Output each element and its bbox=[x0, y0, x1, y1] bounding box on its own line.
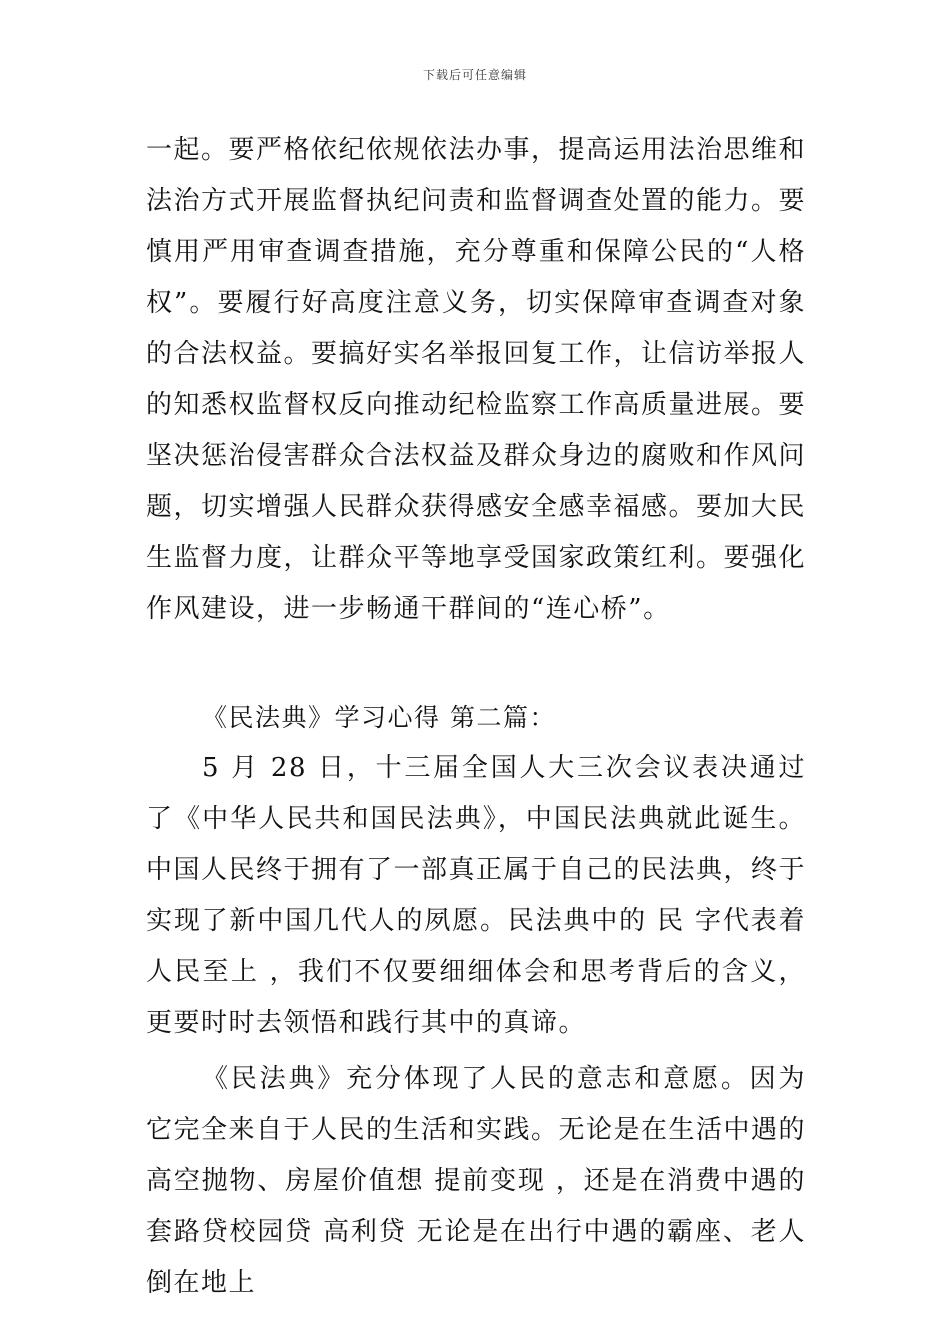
paragraph-continuation: 一起。要严格依纪依规依法办事，提高运用法治思维和法治方式开展监督执纪问责和监督调查处置的能力。要慎用严用审查调查措施，充分尊重和保障公民的“人格权”。要履行好高度注意义务，切实保障审查调查对象的合法权益。要搞好实名举报回复工作，让信访举报人的知悉权监督权反向推动纪检监察工作高质量进展。要坚决惩治侵害群众合法权益及群众身边的腐败和作风问题，切实增强人民群众获得感安全感幸福感。要加大民生监督力度，让群众平等地享受国家政策红利。要强化作风建设，进一步畅通干群间的“连心桥”。 bbox=[146, 135, 807, 624]
paragraph-body: 《民法典》充分体现了人民的意志和意愿。因为它完全来自于人民的生活和实践。无论是在生活中遇的高空抛物、房屋价值想 提前变现 ，还是在消费中遇的 套路贷校园贷 高利贷 无论是在出行中遇的霸座、老人倒在地上 bbox=[146, 1064, 807, 1298]
paragraph-intro: 5 月 28 日，十三届全国人大三次会议表决通过了《中华人民共和国民法典》，中国民法典就此诞生。中国人民终于拥有了一部真正属于自己的民法典，终于实现了新中国几代人的夙愿。民法典中的 民 字代表着 人民至上 ，我们不仅要细细体会和思考背后的含义，更要时时去领悟和践行其中的真谛。 bbox=[146, 753, 807, 1038]
section-title: 《民法典》学习心得 第二篇： bbox=[202, 703, 556, 732]
document-body bbox=[146, 125, 806, 1309]
page-header-note: 下载后可任意编辑 bbox=[422, 68, 527, 82]
